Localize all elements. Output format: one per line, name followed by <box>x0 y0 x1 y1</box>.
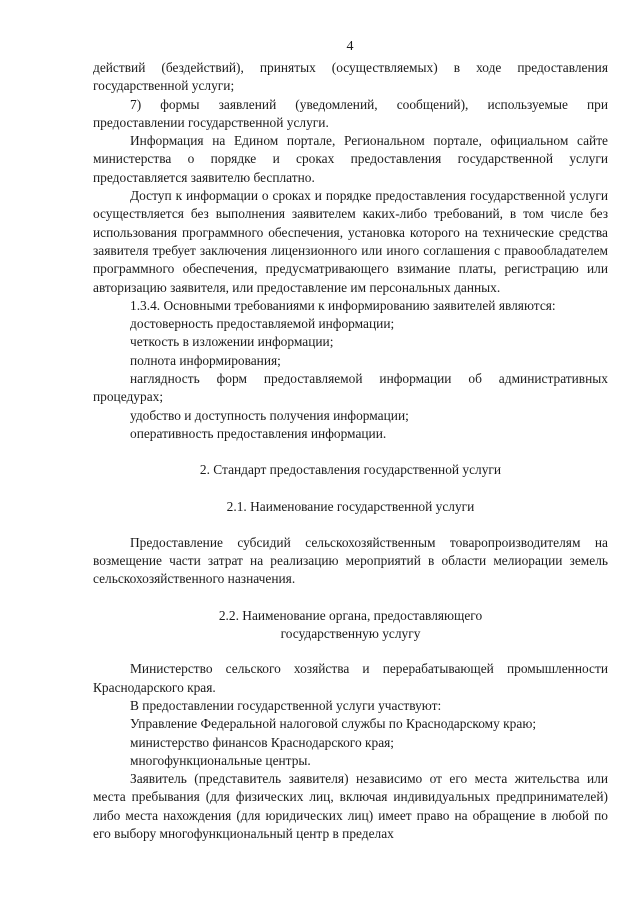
section-2-1-text: Предоставление субсидий сельскохозяйственным товаропроизводителям на возмещение части затрат на реализацию мероприятий в области мелиорации земель сельскохозяйственного назначения. <box>93 534 608 587</box>
paragraph-item-7: 7) формы заявлений (уведомлений, сообщений), используемые при предоставлении государственной услуги. <box>93 96 608 130</box>
list-item-tax-service: Управление Федеральной налоговой службы по Краснодарскому краю; <box>130 716 537 732</box>
paragraph-participants: В предоставлении государственной услуги участвуют: <box>130 697 442 713</box>
page-number: 4 <box>346 39 354 54</box>
list-item-completeness: полнота информирования; <box>130 352 281 368</box>
list-item-mfc: многофункциональные центры. <box>130 752 311 768</box>
section-2-1-heading: 2.1. Наименование государственной услуги <box>226 498 475 514</box>
section-2-2-heading-line1: 2.2. Наименование органа, предоставляющего <box>218 607 483 623</box>
list-item-clarity: четкость в изложении информации; <box>130 334 334 350</box>
paragraph-access: Доступ к информации о сроках и порядке предоставления государственной услуги осуществляется без выполнения заявителем каких-либо требований, в том числе без использования программного обеспечения, установка которого на технические средства заявителя требует заключения лицензионного или иного соглашения с правообладателем программного обеспечения, предусматривающего взимание платы, регистрацию или авторизацию заявителя, или предоставление им персональных данных. <box>93 188 608 295</box>
list-item-finance-ministry: министерство финансов Краснодарского края; <box>130 734 395 750</box>
list-item-visibility: наглядность форм предоставляемой информации об административных процедурах; <box>93 371 608 405</box>
paragraph-applicant-rights: Заявитель (представитель заявителя) независимо от его места жительства или места пребывания (для физических лиц, включая индивидуальных предпринимателей) либо места нахождения (для юридических лиц) имеет право на обращение в любой по его выбору многофункциональный центр в пределах <box>93 771 608 841</box>
paragraph-info-free: Информация на Едином портале, Региональном портале, официальном сайте министерства о порядке и сроках предоставления государственной услуги предоставляется заявителю бесплатно. <box>93 133 608 185</box>
paragraph-continuation: действий (бездействий), принятых (осуществляемых) в ходе предоставления государственной услуги; <box>93 60 608 94</box>
document-body <box>93 59 608 843</box>
paragraph-1-3-4: 1.3.4. Основными требованиями к информированию заявителей являются: <box>130 297 556 313</box>
paragraph-ministry: Министерство сельского хозяйства и перерабатывающей промышленности Краснодарского края. <box>93 661 608 695</box>
section-2-2-heading-line2: государственную услугу <box>280 626 421 642</box>
list-item-reliability: достоверность предоставляемой информации; <box>130 316 395 332</box>
list-item-convenience: удобство и доступность получения информации; <box>130 407 409 423</box>
section-2-heading: 2. Стандарт предоставления государственной услуги <box>199 462 502 478</box>
list-item-promptness: оперативность предоставления информации. <box>130 425 387 441</box>
